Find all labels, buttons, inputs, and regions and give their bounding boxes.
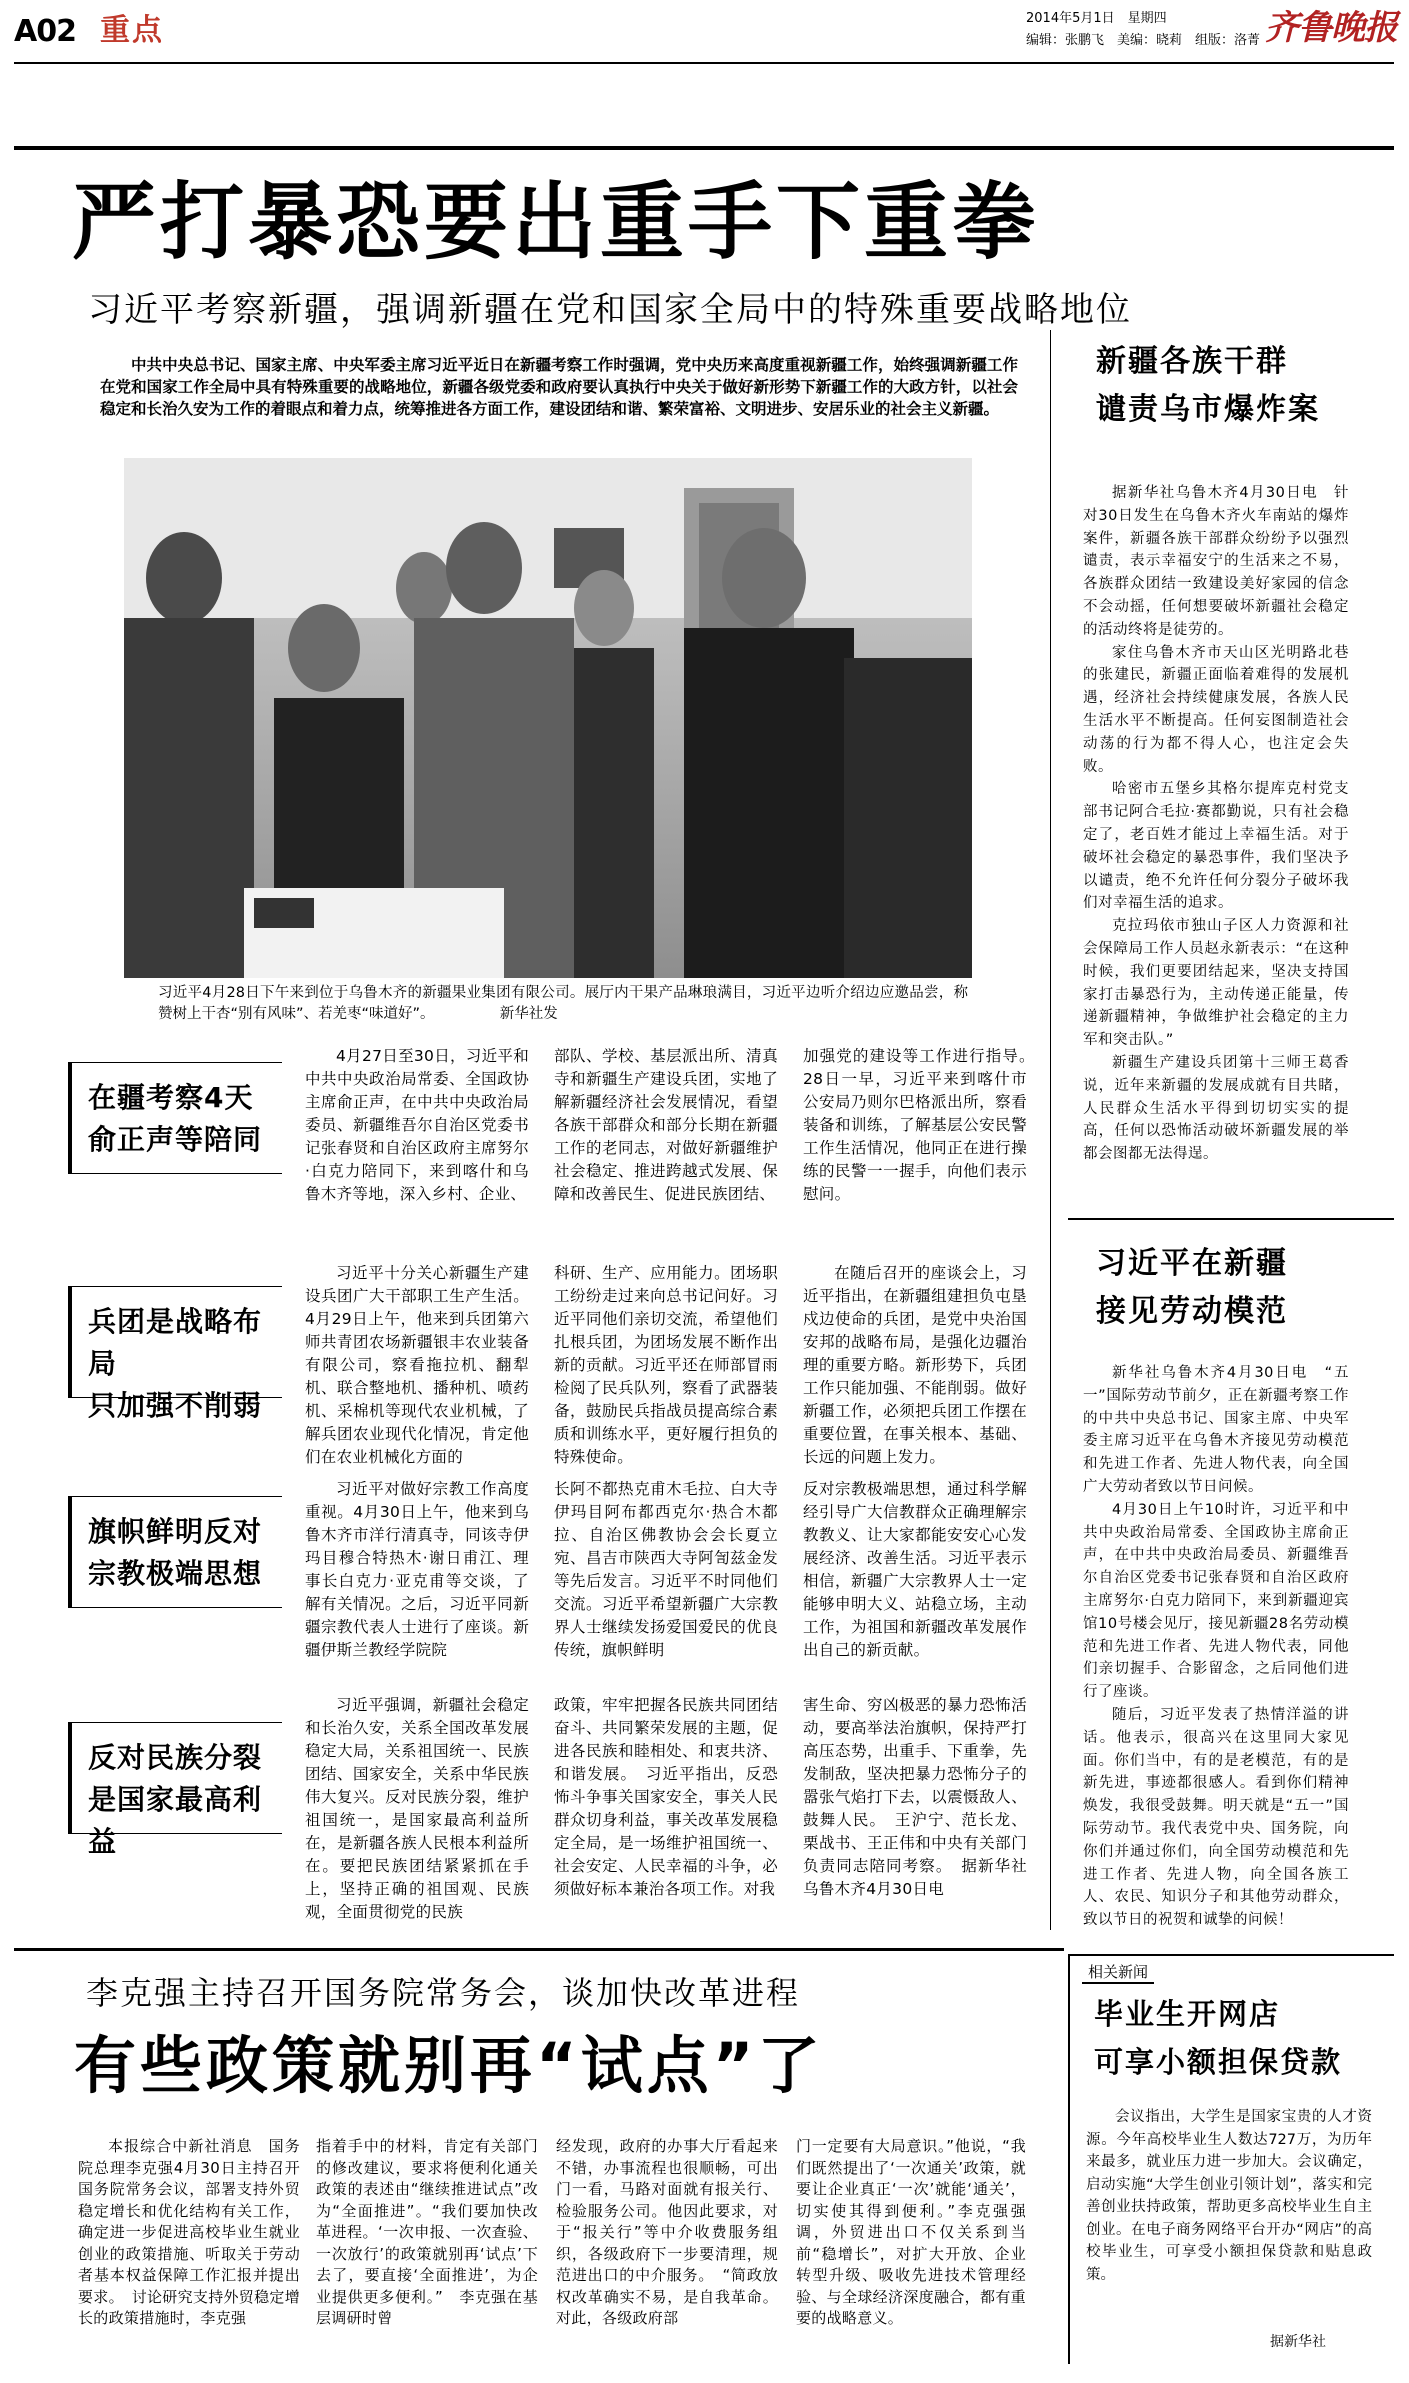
page-header — [0, 0, 1409, 60]
related-news-label: 相关新闻 — [1082, 1962, 1154, 1984]
related-news-credit: 据新华社 — [1270, 2334, 1326, 2350]
article-column: 习近平强调，新疆社会稳定和长治久安，关系全国改革发展稳定大局，关系祖国统一、民族团结、国家安全，关系中华民族伟大复兴。反对民族分裂，维护祖国统一，是国家最高利益所在，是新疆各族人民根本利益所在。要把民族团结紧紧抓在手上，坚持正确的祖国观、民族观，全面贯彻党的民族 — [305, 1696, 529, 1921]
subhead-box — [68, 1722, 282, 1858]
sidebar-divider — [1050, 330, 1051, 1930]
subhead-box — [68, 1496, 282, 1608]
article-column: 指着手中的材料，肯定有关部门的修改建议，要求将便利化通关政策的表述由“继续推进试点”改为“全面推进”。“我们要加快改革进程。‘一次申报、一次查验、一次放行’的政策就别再‘试点’下去了，要直接‘全面推进’，为企业提供更多便利。” 李克强在基层调研时曾 — [316, 2137, 538, 2327]
masthead-logo: 齐鲁晚报 — [1265, 8, 1397, 48]
related-news-box — [1068, 1954, 1394, 2364]
lead-headline: 严打暴恐要出重手下重拳 — [72, 173, 1041, 271]
article-column: 习近平十分关心新疆生产建设兵团广大干部职工生产生活。4月29日上午，他来到兵团第六师共青团农场新疆银丰农业装备有限公司，察看拖拉机、翻犁机、联合整地机、播种机、喷药机、采棉机等现代农业机械，了解兵团农业现代化情况，肯定他们在农业机械化方面的 — [305, 1264, 529, 1466]
photo-caption: 习近平4月28日下午来到位于乌鲁木齐的新疆果业集团有限公司。展厅内干果产品琳琅满目，习近平边听介绍边应邀品尝，称赞树上干杏“别有风味”、若羌枣“味道好”。 新华社发 — [158, 985, 968, 1022]
subhead-line1: 反对民族分裂 — [88, 1741, 263, 1774]
related-news-title: 毕业生开网店 可享小额担保贷款 — [1094, 1997, 1343, 2079]
article-column: 本报综合中新社消息 国务院总理李克强4月30日主持召开国务院常务会议，部署支持外贸稳定增长和优化结构有关工作，确定进一步促进高校毕业生就业创业的政策措施、听取关于劳动者基本权益保障工作汇报并提出要求。 讨论研究支持外贸稳定增长的政策措施时，李克强 — [78, 2137, 301, 2327]
section-name: 重点 — [100, 13, 164, 48]
bottom-kicker: 李克强主持召开国务院常务会，谈加快改革进程 — [86, 1974, 801, 2012]
related-news-body: 会议指出，大学生是国家宝贵的人才资源。今年高校毕业生人数达727万，为历年来最多，就业压力进一步加大。会议确定，启动实施“大学生创业引领计划”，落实和完善创业扶持政策，帮助更多高校毕业生自主创业。在电子商务网络平台开办“网店”的高校毕业生，可享受小额担保贷款和贴息政策。 — [1086, 2109, 1372, 2283]
header-rule — [14, 62, 1394, 64]
subhead-box — [68, 1286, 282, 1422]
sidebar-story1-body: 据新华社乌鲁木齐4月30日电 针对30日发生在乌鲁木齐火车南站的爆炸案件，新疆各族干部群众纷纷予以强烈谴责，表示幸福安宁的生活来之不易，各族群众团结一致建设美好家园的信念不会动摇，任何想要破坏新疆社会稳定的活动终将是徒劳的。 家住乌鲁木齐市天山区光明路北巷的张建民，新疆正面临着难得的发展机遇，经济社会持续健康发展，各族人民生活水平不断提高。任何妄图制造社会动荡的行为都不得人心，也注定会失败。 哈密市五堡乡其格尔提库克村党支部书记阿合毛拉·赛都勤说，只有社会稳定了，老百姓才能过上幸福生活。对于破坏社会稳定的暴恐事件，我们坚决予以谴责，绝不允许任何分裂分子破坏我们对幸福生活的追求。 克拉玛依市独山子区人力资源和社会保障局工作人员赵永新表示：“在这种时候，我们更要团结起来，坚决支持国家打击暴恐行为，主动传递正能量，传递新疆精神，争做维护社会稳定的主力军和突击队。” 新疆生产建设兵团第十三师王葛香说，近年来新疆的发展成就有目共睹，人民群众生活水平得到切切实实的提高，任何以恐怖活动破坏新疆发展的举都会图都无法得逞。 — [1083, 485, 1349, 1163]
subhead-line1: 在疆考察4天 — [88, 1081, 254, 1114]
lead-subhead: 习近平考察新疆，强调新疆在党和国家全局中的特殊重要战略地位 — [88, 290, 1132, 330]
article-column: 科研、生产、应用能力。团场职工纷纷走过来向总书记问好。习近平同他们亲切交流，希望他们扎根兵团，为团场发展不断作出新的贡献。习近平还在师部冒雨检阅了民兵队列，察看了武器装备，鼓励民兵指战员提高综合素质和训练水平，更好履行担负的特殊使命。 — [554, 1264, 778, 1466]
subhead-line2: 是国家最高利益 — [88, 1783, 263, 1858]
article-column: 害生命、穷凶极恶的暴力恐怖活动，要高举法治旗帜，保持严打高压态势，出重手、下重拳，先发制敌，坚决把暴力恐怖分子的嚣张气焰打下去，以震慑敌人、鼓舞人民。 王沪宁、范长龙、栗战书、王正伟和中央有关部门负责同志陪同考察。 据新华社乌鲁木齐4月30日电 — [803, 1696, 1027, 1898]
sidebar-separator — [1068, 1218, 1394, 1220]
editors-line: 编辑：张鹏飞 美编：晓莉 组版：洛菁 — [1026, 33, 1261, 48]
date-line: 2014年5月1日 星期四 — [1026, 11, 1167, 26]
article-column: 部队、学校、基层派出所、清真寺和新疆生产建设兵团，实地了解新疆经济社会发展情况，看望各族干部群众和部分长期在新疆工作的老同志，对做好新疆维护社会稳定、推进跨越式发展、保障和改善民生、促进民族团结、 — [554, 1047, 778, 1203]
lead-top-rule — [14, 146, 1394, 150]
page-number: A02 — [14, 14, 76, 49]
article-column: 加强党的建设等工作进行指导。 28日一早，习近平来到喀什市公安局乃则尔巴格派出所，察看装备和训练，了解基层公安民警工作生活情况，他同正在进行操练的民警一一握手，向他们表示慰问。 — [803, 1047, 1043, 1203]
subhead-line1: 旗帜鲜明反对 — [88, 1515, 263, 1548]
article-column: 政策，牢牢把握各民族共同团结奋斗、共同繁荣发展的主题，促进各民族和睦相处、和衷共济、和谐发展。 习近平指出，反恐怖斗争事关国家安全，事关人民群众切身利益，事关改革发展稳定全局，是一场维护祖国统一、社会安定、人民幸福的斗争，必须做好标本兼治各项工作。对我 — [554, 1696, 778, 1898]
article-column: 门一定要有大局意识。”他说，“我们既然提出了‘一次通关’政策，就要让企业真正‘一次’就能‘通关’，切实使其得到便利。”李克强强调，外贸进出口不仅关系到当前“稳增长”，对扩大开放、企业转型升级、吸收先进技术管理经验、与全球经济深度融合，都有重要的战略意义。 — [796, 2137, 1026, 2327]
bottom-headline: 有些政策就别再“试点”了 — [74, 2029, 824, 2102]
article-column: 在随后召开的座谈会上，习近平指出，在新疆组建担负屯垦戍边使命的兵团，是党中央治国安邦的战略布局，是强化边疆治理的重要方略。新形势下，兵团工作只能加强、不能削弱。做好新疆工作，必须把兵团工作摆在重要位置，在事关根本、基础、长远的问题上发力。 — [803, 1264, 1027, 1466]
sidebar-story1-title: 新疆各族干群 谴责乌市爆炸案 — [1096, 344, 1320, 427]
subhead-line1: 兵团是战略布局 — [88, 1305, 263, 1380]
article-column: 长阿不都热克甫木毛拉、白大寺伊玛目阿布都西克尔·热合木都拉、自治区佛教协会会长夏立宛、昌吉市陕西大寺阿訇兹金发等先后发言。习近平不时同他们交流。习近平希望新疆广大宗教界人士继续发扬爱国爱民的优良传统，旗帜鲜明 — [554, 1480, 778, 1659]
bottom-story-rule — [14, 1948, 1064, 1951]
article-column: 习近平对做好宗教工作高度重视。4月30日上午，他来到乌鲁木齐市洋行清真寺，同该寺伊玛目穆合特热木·谢日甫江、理事长白克力·亚克甫等交谈，了解有关情况。之后，习近平同新疆宗教代表人士进行了座谈。新疆伊斯兰教经学院院 — [305, 1480, 529, 1659]
sidebar-story2-body: 新华社乌鲁木齐4月30日电 “五一”国际劳动节前夕，正在新疆考察工作的中共中央总书记、国家主席、中央军委主席习近平在乌鲁木齐接见劳动模范和先进工作者、先进人物代表，向全国广大劳动者致以节日问候。 4月30日上午10时许，习近平和中共中央政治局常委、全国政协主席俞正声，在中共中央政治局委员、新疆维吾尔自治区党委书记张春贤和自治区政府主席努尔·白克力陪同下，来到新疆迎宾馆10号楼会见厅，接见新疆28名劳动模范和先进工作者、先进人物代表，同他们亲切握手、合影留念，之后同他们进行了座谈。 随后，习近平发表了热情洋溢的讲话。他表示，很高兴在这里同大家见面。你们当中，有的是老模范，有的是新先进，事迹都很感人。看到你们精神焕发，我很受鼓舞。明天就是“五一”国际劳动节。我代表党中央、国务院，向你们并通过你们，向全国劳动模范和先进工作者、先进人物，向全国各族工人、农民、知识分子和其他劳动群众，致以节日的祝贺和诚挚的问候！ — [1083, 1365, 1349, 1929]
subhead-box — [68, 1062, 282, 1174]
article-column: 4月27日至30日，习近平和中共中央政治局常委、全国政协主席俞正声，在中共中央政治局委员、新疆维吾尔自治区党委书记张春贤和自治区政府主席努尔·白克力陪同下，来到喀什和乌鲁木齐等地，深入乡村、企业、 — [305, 1047, 530, 1203]
article-column: 经发现，政府的办事大厅看起来不错，办事流程也很顺畅，可出门一看，马路对面就有报关行、检验服务公司。他因此要求，对于“报关行”等中介收费服务组织，各级政府下一步要清理，规范进出口的中介服务。 “简政放权改革确实不易，是自我革命。对此，各级政府部 — [556, 2137, 778, 2327]
article-column: 反对宗教极端思想，通过科学解经引导广大信教群众正确理解宗教教义、让大家都能安安心心发展经济、改善生活。习近平表示相信，新疆广大宗教界人士一定能够申明大义、站稳立场，主动工作，为祖国和新疆改革发展作出自己的新贡献。 — [803, 1480, 1027, 1659]
sidebar-story2-title: 习近平在新疆 接见劳动模范 — [1096, 1246, 1288, 1329]
subhead-line2: 俞正声等陪同 — [88, 1123, 263, 1156]
subhead-line2: 只加强不削弱 — [88, 1389, 263, 1422]
news-photo — [124, 458, 972, 978]
subhead-line2: 宗教极端思想 — [88, 1557, 263, 1590]
lead-intro: 中共中央总书记、国家主席、中央军委主席习近平近日在新疆考察工作时强调，党中央历来高度重视新疆工作，始终强调新疆工作在党和国家工作全局中具有特殊重要的战略地位，新疆各级党委和政府要认真执行中央关于做好新形势下新疆工作的大政方针，以社会稳定和长治久安为工作的着眼点和着力点，统筹推进各方面工作，建设团结和谐、繁荣富裕、文明进步、安居乐业的社会主义新疆。 — [100, 356, 1018, 418]
photo-illustration — [124, 458, 972, 978]
